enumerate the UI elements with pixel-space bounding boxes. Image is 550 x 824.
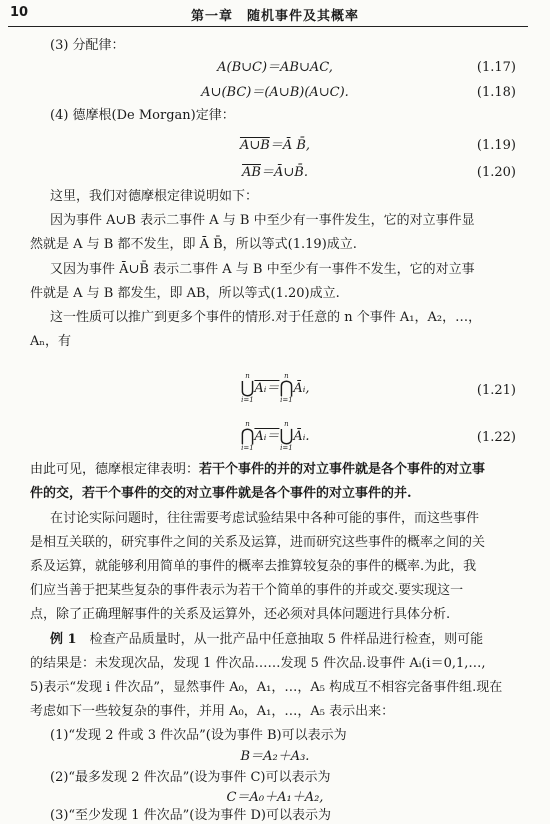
text-line: 的结果是：未发现次品，发现 1 件次品……发现 5 件次品.设事件 Aᵢ(i＝0,1,…, [30, 656, 486, 671]
text-line: (4) 德摩根(De Morgan)定律： [50, 108, 235, 123]
chapter-title: 第一章 随机事件及其概率 [190, 9, 359, 24]
text-line: 例 1 检查产品质量时，从一批产品中任意抽取 5 件样品进行检查，则可能 [50, 632, 484, 647]
text-line: 然就是 A 与 B 都不发生，即 Ā B̄，所以等式(1.19)成立. [30, 237, 357, 252]
text-line: 又因为事件 Ā∪B̄ 表示二事件 A 与 B 中至少有一事件不发生，它的对立事 [50, 262, 475, 277]
text-line: (1)“发现 2 件或 3 件次品”(设为事件 B)可以表示为 [50, 728, 347, 743]
text-line: 是相互关联的，研究事件之间的关系及运算，进而研究这些事件的概率之间的关 [30, 535, 486, 550]
text-line: 系及运算，就能够利用简单的事件的概率去推算较复杂的事件的概率.为此，我 [30, 559, 477, 574]
eq-number: (1.22) [476, 430, 516, 445]
eq-number: (1.21) [476, 383, 516, 398]
header-rule [8, 26, 528, 27]
text-line: 考虑如下一些较复杂的事件，并用 A₀，A₁，…，A₅ 表示出来： [30, 704, 395, 719]
text-line: 这里，我们对德摩根定律说明如下： [50, 189, 259, 204]
equation-1-21: n ⋃ i=1 Aᵢ＝ n ⋂ i=1 Āᵢ, [240, 372, 310, 404]
equation-1-17: A(B∪C)＝AB∪AC, [217, 60, 333, 75]
equation-B: B＝A₂＋A₃. [240, 749, 310, 764]
text-line: 由此可见，德摩根定律表明：若干个事件的并的对立事件就是各个事件的对立事 [30, 462, 486, 477]
eq-number: (1.17) [476, 60, 516, 75]
text-line: (2)“最多发现 2 件次品”(设为事件 C)可以表示为 [50, 770, 331, 785]
text-line: 件就是 A 与 B 都发生，即 AB，所以等式(1.20)成立. [30, 286, 340, 301]
text-line: 们应当善于把某些复杂的事件表示为若干个简单的事件的并或交.要实现这一 [30, 583, 464, 598]
text-line: 5)表示“发现 i 件次品”，显然事件 A₀，A₁，…，A₅ 构成互不相容完备事件组.现在 [30, 680, 503, 695]
text-line: 在讨论实际问题时，往往需要考虑试验结果中各种可能的事件，而这些事件 [50, 511, 480, 526]
text-line: Aₙ，有 [30, 334, 72, 349]
page-header [0, 0, 550, 27]
equation-1-18: A∪(BC)＝(A∪B)(A∪C). [201, 85, 349, 100]
text-line: 这一性质可以推广到更多个事件的情形.对于任意的 n 个事件 A₁，A₂，…， [50, 310, 482, 325]
eq-number: (1.18) [476, 85, 516, 100]
page-number: 10 [10, 5, 29, 20]
example-label: 例 1 [50, 632, 77, 647]
equation-1-20: $\overline{AB}=Ā\cup B̄$. [242, 165, 308, 180]
text-line: 点，除了正确理解事件的关系及运算外，还必须对具体问题进行具体分析. [30, 607, 451, 622]
eq-number: (1.19) [476, 138, 516, 153]
text-line: (3) 分配律： [50, 38, 125, 53]
equation-C: C＝A₀＋A₁＋A₂, [226, 790, 324, 805]
text-line: 因为事件 A∪B 表示二事件 A 与 B 中至少有一事件发生，它的对立事件显 [50, 213, 475, 228]
eq-number: (1.20) [476, 165, 516, 180]
equation-1-22: n ⋂ i=1 Aᵢ＝ n ⋃ i=1 Āᵢ. [240, 420, 310, 452]
text-line: (3)“至少发现 1 件次品”(设为事件 D)可以表示为 [50, 808, 331, 823]
equation-1-19: A∪B＝Ā B̄, [239, 138, 311, 153]
text-line: 件的交，若干个事件的交的对立事件就是各个事件的对立事件的并. [30, 486, 412, 501]
